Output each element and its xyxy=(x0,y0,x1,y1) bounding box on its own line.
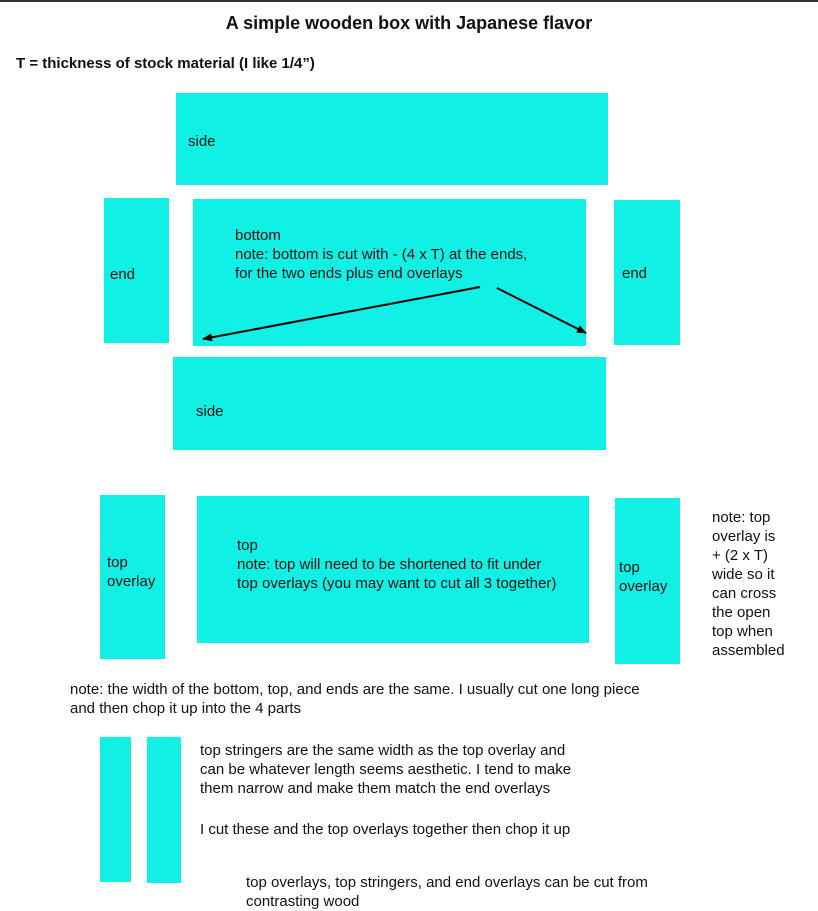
bottom-label: bottom xyxy=(235,227,281,244)
overlay-width-note-line: can cross xyxy=(712,585,777,602)
top-label: top xyxy=(237,537,258,554)
contrasting-wood-note-line-2: contrasting wood xyxy=(246,893,360,910)
overlay-width-note-line: overlay is xyxy=(712,528,776,545)
diagram-title: A simple wooden box with Japanese flavor xyxy=(225,13,593,33)
top-overlay-label-line-2: overlay xyxy=(107,573,156,590)
stringers-note-line-1: top stringers are the same width as the top overlay and xyxy=(200,742,566,759)
side-label: side xyxy=(196,403,224,420)
arrow-to-right-end xyxy=(497,288,586,333)
top-note-line-1: note: top will need to be shortened to fit under xyxy=(237,556,542,573)
side-label: side xyxy=(188,133,216,150)
top-note-line-2: top overlays (you may want to cut all 3 together) xyxy=(237,575,557,592)
top-overlay-label-line-1: top xyxy=(107,554,128,571)
stringers-note-line-3: them narrow and make them match the end overlays xyxy=(200,780,551,797)
top-overlay-label-line-1: top xyxy=(619,559,640,576)
width-same-note-line-2: and then chop it up into the 4 parts xyxy=(70,700,301,717)
bottom-note-line-2: for the two ends plus end overlays xyxy=(235,265,463,282)
overlay-width-note-line: top when xyxy=(712,623,773,640)
end-label: end xyxy=(110,266,136,283)
contrasting-wood-note-line-1: top overlays, top stringers, and end overlays can be cut from xyxy=(246,874,648,891)
overlay-width-note-line: note: top xyxy=(712,509,771,526)
diagram-subtitle: T = thickness of stock material (I like 1/4”) xyxy=(16,55,315,72)
width-same-note-line-1: note: the width of the bottom, top, and ends are the same. I usually cut one long piece xyxy=(70,681,640,698)
stringers-note-line-2: can be whatever length seems aesthetic. I tend to make xyxy=(200,761,572,778)
cut-together-note: I cut these and the top overlays together then chop it up xyxy=(200,821,571,838)
arrow-to-left-end xyxy=(203,287,480,339)
end-label: end xyxy=(622,265,648,282)
overlay-width-note-line: wide so it xyxy=(712,566,775,583)
overlay-width-note-line: assembled xyxy=(712,642,785,659)
bottom-note-line-1: note: bottom is cut with - (4 x T) at the ends, xyxy=(235,246,528,263)
overlay-width-note-line: + (2 x T) xyxy=(712,547,768,564)
top-overlay-label-line-2: overlay xyxy=(619,578,668,595)
overlay-width-note-line: the open xyxy=(712,604,771,621)
